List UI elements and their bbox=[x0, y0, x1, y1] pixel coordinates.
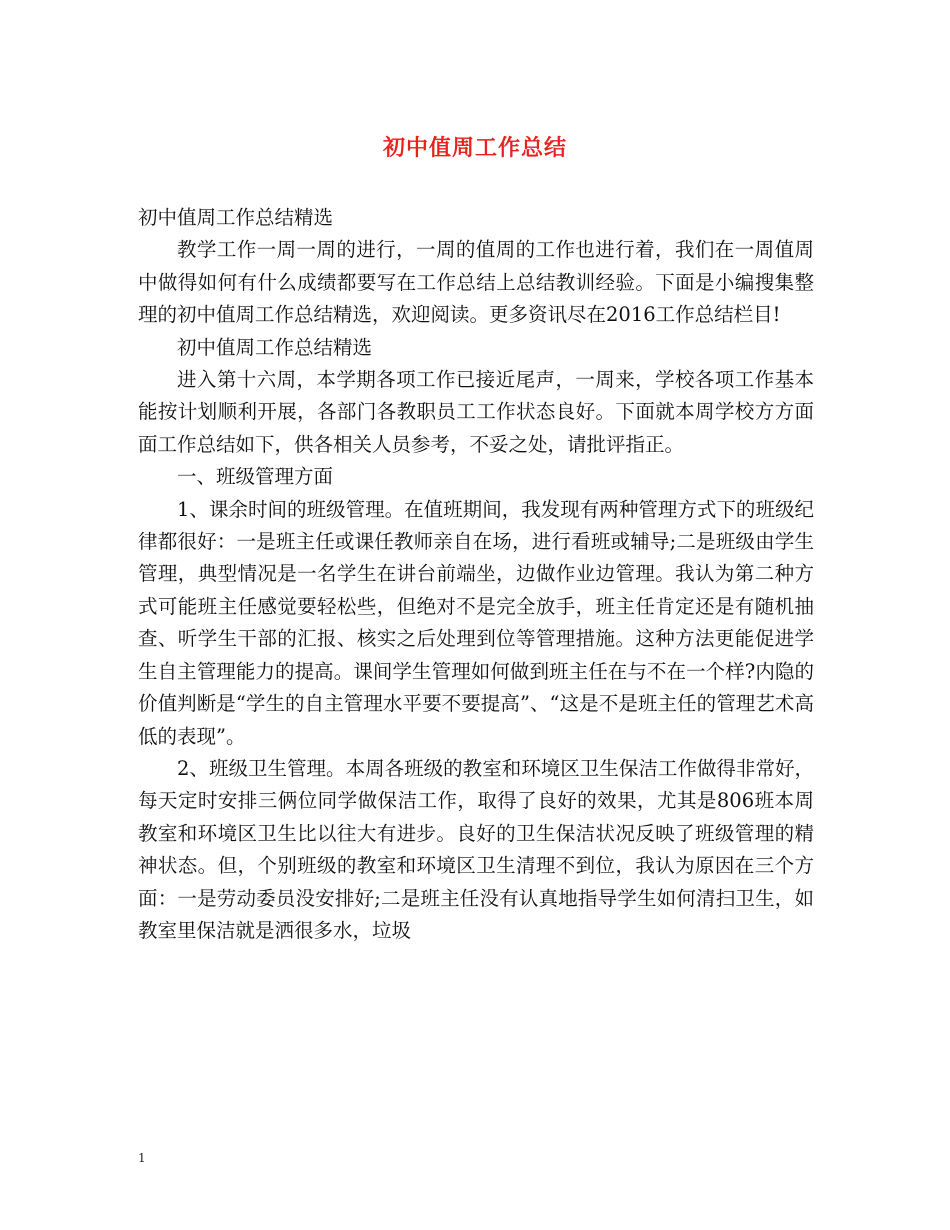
document-body bbox=[138, 202, 814, 947]
page-number: 1 bbox=[138, 1151, 146, 1165]
section-heading: 一、班级管理方面 bbox=[177, 465, 334, 489]
paragraph: 进入第十六周，本学期各项工作已接近尾声，一周来，学校各项工作基本能按计划顺利开展，各部门各教职员工工作状态良好。下面就本周学校方方面面工作总结如下，供各相关人员参考，不妥之处，请批评指正。 bbox=[138, 368, 814, 456]
paragraph: 2、班级卫生管理。本周各班级的教室和环境区卫生保洁工作做得非常好，每天定时安排三俩位同学做保洁工作，取得了良好的效果，尤其是806班本周教室和环境区卫生比以往大有进步。良好的卫生保洁状况反映了班级管理的精神状态。但，个别班级的教室和环境区卫生清理不到位，我认为原因在三个方面：一是劳动委员没安排好;二是班主任没有认真地指导学生如何清扫卫生，如教室里保洁就是洒很多水，垃圾 bbox=[138, 756, 814, 942]
paragraph: 1、课余时间的班级管理。在值班期间，我发现有两种管理方式下的班级纪律都很好：一是班主任或课任教师亲自在场，进行看班或辅导;二是班级由学生管理，典型情况是一名学生在讲台前端坐，边做作业边管理。我认为第二种方式可能班主任感觉要轻松些，但绝对不是完全放手，班主任肯定还是有随机抽查、听学生干部的汇报、核实之后处理到位等管理措施。这种方法更能促进学生自主管理能力的提高。课间学生管理如何做到班主任在与不在一个样?内隐的价值判断是“学生的自主管理水平要不要提高”、“这是不是班主任的管理艺术高低的表现”。 bbox=[138, 497, 814, 748]
document-title: 初中值周工作总结 bbox=[382, 135, 567, 161]
paragraph: 初中值周工作总结精选 bbox=[138, 206, 334, 229]
paragraph: 教学工作一周一周的进行，一周的值周的工作也进行着，我们在一周值周中做得如何有什么成绩都要写在工作总结上总结教训经验。下面是小编搜集整理的初中值周工作总结精选，欢迎阅读。更多资讯尽在2016工作总结栏目! bbox=[138, 238, 814, 327]
paragraph: 初中值周工作总结精选 bbox=[177, 335, 373, 359]
